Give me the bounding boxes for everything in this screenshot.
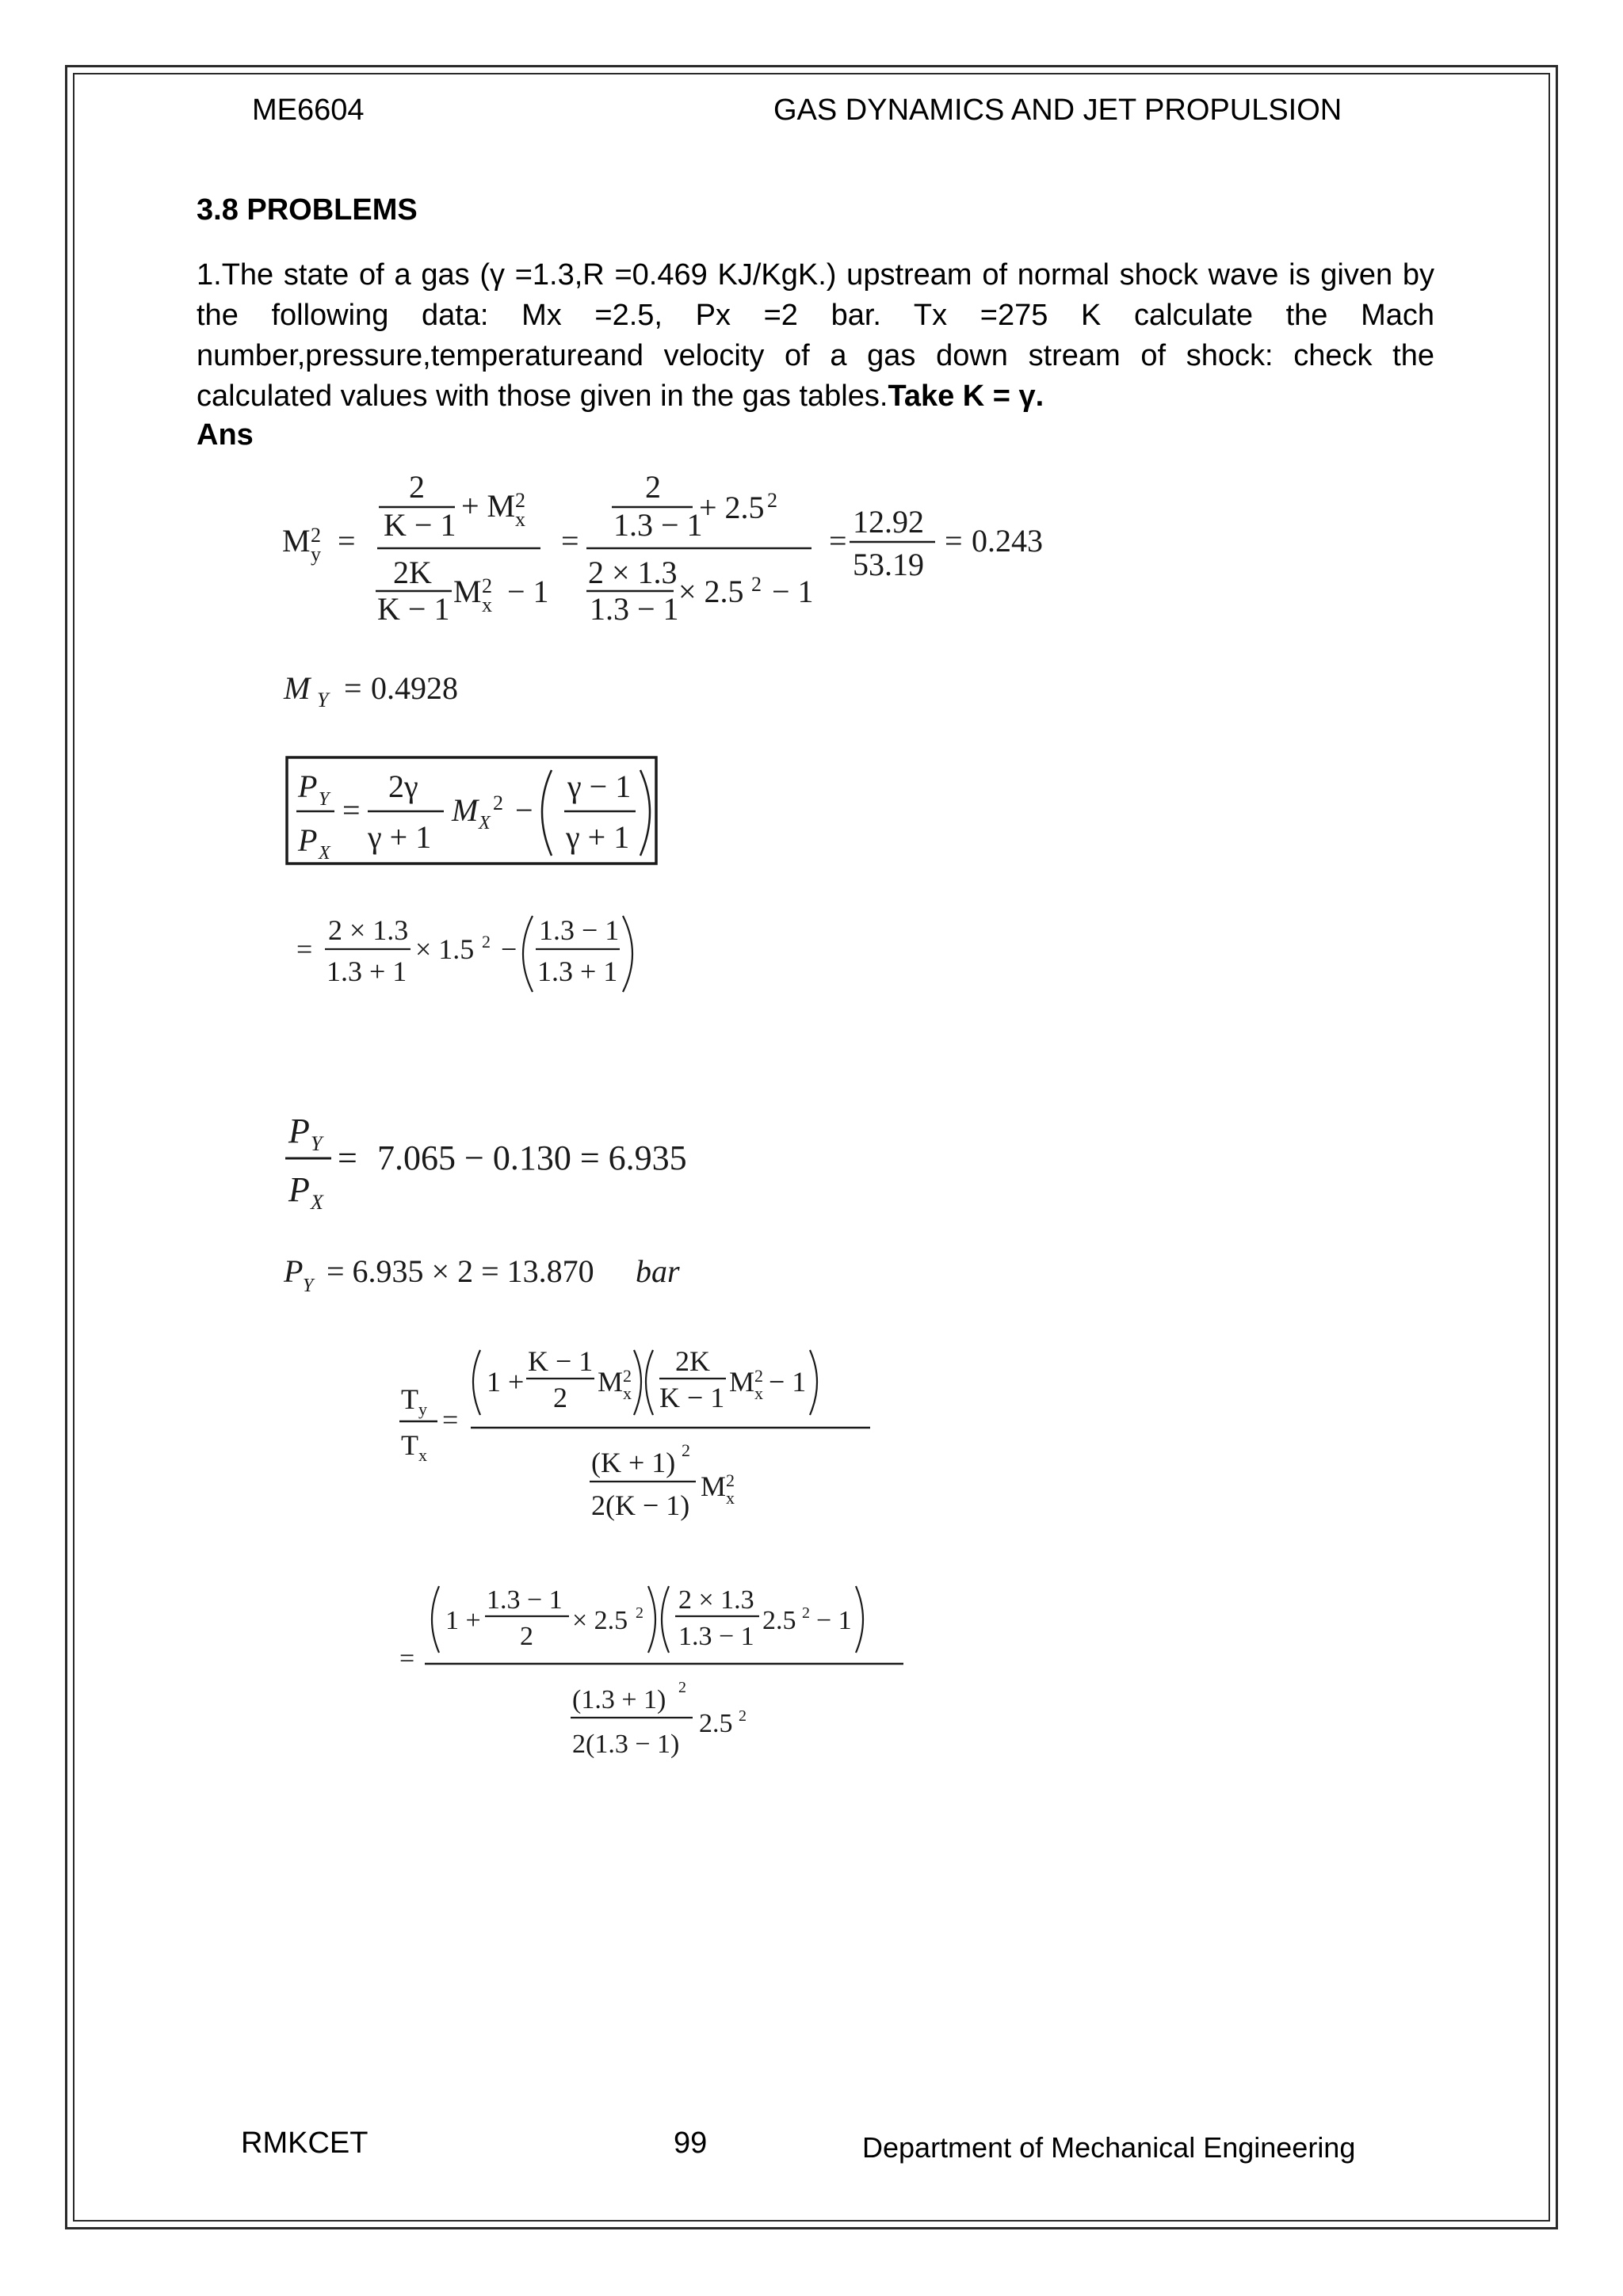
svg-text:2 × 1.3: 2 × 1.3: [328, 914, 409, 946]
svg-text:P: P: [288, 1112, 310, 1150]
svg-text:+ M: + M: [461, 488, 516, 524]
svg-text:2: 2: [802, 1604, 810, 1622]
svg-text:y: y: [311, 543, 321, 566]
svg-text:=: =: [945, 523, 963, 559]
svg-text:2K: 2K: [675, 1345, 710, 1377]
svg-text:2K: 2K: [393, 555, 432, 590]
svg-text:Y: Y: [311, 1132, 323, 1155]
problem-text: 1.The state of a gas (γ =1.3,R =0.469 KJ/KgK.) upstream of normal shock wave is given by the following data: Mx =2.5, Px =2 bar. Tx =275 K calculate the Mach number,pressure,temperatureand velocity of a gas down stream of shock: check the calculated values with those given in the gas tables.: [197, 258, 1434, 413]
svg-text:2: 2: [678, 1679, 686, 1696]
svg-text:2: 2: [409, 469, 425, 505]
svg-text:=: =: [296, 933, 313, 965]
equation-my: [282, 666, 599, 713]
svg-text:× 2.5: × 2.5: [678, 574, 744, 609]
my2-denominator: 53.19: [853, 547, 924, 582]
svg-text:− 1: − 1: [507, 574, 549, 609]
svg-text:2: 2: [553, 1382, 567, 1413]
svg-text:Y: Y: [317, 688, 329, 711]
svg-text:M: M: [453, 574, 482, 609]
svg-text:2: 2: [751, 573, 762, 596]
svg-text:=: =: [338, 523, 356, 559]
svg-text:y: y: [418, 1399, 427, 1419]
svg-text:=: =: [829, 523, 847, 559]
svg-text:1.3 + 1: 1.3 + 1: [537, 955, 618, 987]
svg-text:2: 2: [767, 489, 777, 512]
equation-pressure-ratio-substituted: [293, 906, 674, 1001]
svg-text:P: P: [298, 822, 318, 858]
svg-text:−: −: [501, 933, 517, 965]
svg-text:K − 1: K − 1: [377, 591, 450, 627]
svg-text:2 × 1.3: 2 × 1.3: [678, 1585, 754, 1615]
svg-text:2: 2: [623, 1366, 632, 1386]
svg-text:1.3 − 1: 1.3 − 1: [678, 1622, 754, 1651]
svg-text:X: X: [311, 1191, 323, 1214]
svg-text:2: 2: [645, 469, 661, 505]
svg-text:2: 2: [493, 791, 503, 814]
equation-pressure-ratio-value: [285, 1104, 777, 1215]
svg-text:K − 1: K − 1: [528, 1345, 594, 1377]
footer-institution: RMKCET: [241, 2126, 369, 2160]
svg-text:Y: Y: [319, 789, 330, 810]
svg-text:x: x: [726, 1488, 735, 1508]
svg-text:2.5: 2.5: [699, 1709, 733, 1738]
svg-text:− 1: − 1: [769, 1366, 807, 1398]
my2-value: 0.243: [972, 523, 1043, 559]
svg-text:2: 2: [754, 1366, 763, 1386]
svg-text:γ + 1: γ + 1: [566, 819, 630, 855]
svg-text:× 2.5: × 2.5: [572, 1606, 628, 1635]
equation-temperature-ratio-formula: [396, 1339, 888, 1537]
svg-text:K − 1: K − 1: [659, 1382, 725, 1413]
footer-department: Department of Mechanical Engineering: [862, 2131, 1356, 2164]
svg-text:P: P: [288, 1170, 310, 1209]
svg-text:1.3 − 1: 1.3 − 1: [539, 914, 620, 946]
svg-text:Y: Y: [303, 1276, 314, 1296]
svg-text:2(1.3 − 1): 2(1.3 − 1): [572, 1730, 680, 1759]
svg-text:x: x: [623, 1383, 632, 1403]
svg-text:1 +: 1 +: [487, 1366, 525, 1398]
svg-text:T: T: [401, 1429, 418, 1461]
svg-text:M: M: [282, 523, 311, 559]
svg-text:2: 2: [726, 1470, 735, 1490]
svg-text:1.3 − 1: 1.3 − 1: [487, 1585, 563, 1615]
svg-text:=: =: [338, 1138, 357, 1177]
svg-text:2.5: 2.5: [762, 1606, 796, 1635]
svg-text:1.3 − 1: 1.3 − 1: [613, 507, 703, 543]
svg-text:2: 2: [636, 1604, 643, 1622]
svg-text:2: 2: [739, 1707, 747, 1725]
svg-text:2: 2: [520, 1622, 533, 1651]
header-course-code: ME6604: [252, 93, 365, 127]
svg-text:=: =: [561, 523, 579, 559]
svg-text:T: T: [401, 1383, 418, 1415]
svg-text:M: M: [452, 792, 479, 828]
py-line: = 6.935 × 2 = 13.870: [327, 1253, 594, 1289]
my-value: 0.4928: [371, 670, 458, 706]
svg-text:x: x: [754, 1383, 763, 1403]
svg-text:+ 2.5: + 2.5: [699, 490, 765, 525]
header-course-title: GAS DYNAMICS AND JET PROPULSION: [773, 93, 1342, 127]
equation-my-squared: [282, 463, 1075, 645]
my2-numerator: 12.92: [853, 504, 924, 540]
svg-text:2: 2: [515, 489, 525, 512]
svg-text:P: P: [284, 1253, 304, 1289]
svg-text:=: =: [442, 1404, 459, 1436]
svg-text:x: x: [482, 593, 492, 616]
svg-text:=: =: [399, 1644, 415, 1673]
problem-statement: [197, 255, 1434, 417]
equation-pressure-ratio-formula: [285, 756, 666, 867]
svg-text:X: X: [319, 843, 330, 864]
answer-label: Ans: [197, 418, 254, 452]
svg-text:2: 2: [682, 1440, 690, 1460]
svg-text:M: M: [701, 1470, 727, 1502]
svg-text:− 1: − 1: [772, 574, 814, 609]
svg-text:2(K − 1): 2(K − 1): [591, 1489, 690, 1521]
svg-text:× 1.5: × 1.5: [415, 933, 475, 965]
svg-text:M: M: [729, 1366, 755, 1398]
svg-text:− 1: − 1: [816, 1606, 852, 1635]
svg-text:γ + 1: γ + 1: [368, 819, 432, 855]
svg-text:1.3 + 1: 1.3 + 1: [327, 955, 407, 987]
svg-text:M: M: [284, 670, 311, 706]
svg-text:2: 2: [482, 932, 491, 952]
svg-text:1.3 − 1: 1.3 − 1: [590, 591, 679, 627]
svg-text:γ − 1: γ − 1: [567, 769, 632, 804]
svg-text:x: x: [515, 508, 525, 531]
equation-temperature-ratio-substituted: [396, 1577, 919, 1775]
problem-text-bold: Take K = γ.: [888, 379, 1044, 413]
svg-text:=: =: [344, 670, 362, 706]
svg-text:M: M: [598, 1366, 624, 1398]
svg-text:(1.3 + 1): (1.3 + 1): [572, 1685, 666, 1714]
svg-text:X: X: [479, 813, 491, 833]
svg-text:2: 2: [482, 574, 492, 597]
section-title: 3.8 PROBLEMS: [197, 193, 418, 227]
svg-text:2 × 1.3: 2 × 1.3: [588, 555, 678, 590]
svg-text:P: P: [298, 769, 318, 804]
svg-text:K − 1: K − 1: [384, 507, 456, 543]
svg-text:x: x: [418, 1445, 427, 1465]
svg-text:=: =: [342, 792, 361, 828]
equation-py: [282, 1247, 726, 1302]
svg-text:2: 2: [311, 524, 321, 547]
svg-text:2γ: 2γ: [388, 769, 418, 804]
pressure-ratio-line: 7.065 − 0.130 = 6.935: [377, 1138, 687, 1177]
svg-text:1 +: 1 +: [445, 1606, 481, 1635]
svg-text:−: −: [515, 792, 533, 828]
footer-page-number: 99: [674, 2126, 708, 2160]
py-unit: bar: [636, 1253, 680, 1289]
svg-text:(K + 1): (K + 1): [591, 1447, 676, 1478]
